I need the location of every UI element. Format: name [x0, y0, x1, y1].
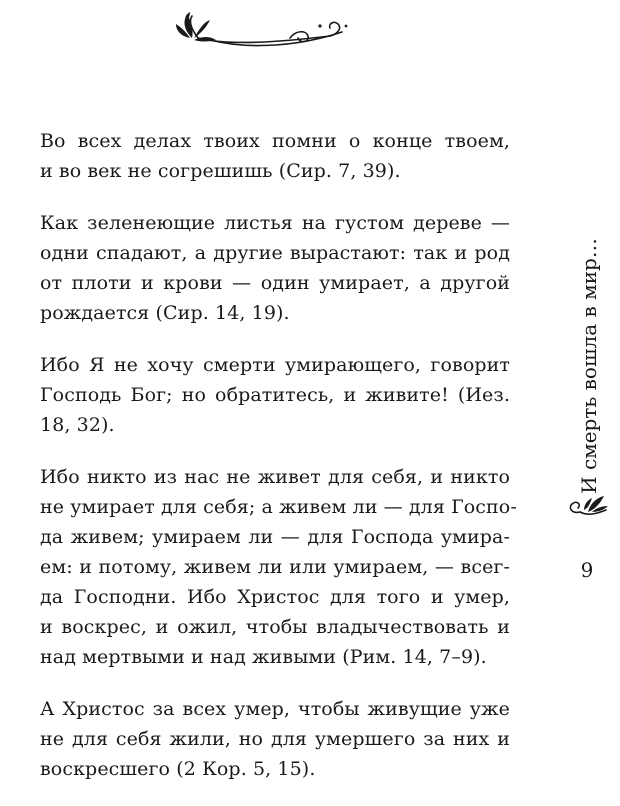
text-line: рождается (Сир. 14, 19).: [40, 302, 290, 324]
running-head: [574, 236, 604, 496]
text-line: Господь Бог; но обратитесь, и живите! (Иез.: [40, 384, 510, 406]
verse-paragraph-3: [40, 350, 510, 440]
text-line: Ибо никто из нас не живет для себя, и никто: [40, 466, 510, 488]
text-line: и во век не согрешишь (Сир. 7, 39).: [40, 160, 401, 182]
text-line: не умирает для себя; а живем ли — для Госпо-: [40, 496, 517, 518]
text-line: Как зеленеющие листья на густом дереве —: [40, 212, 510, 234]
text-line: от плоти и крови — один умирает, а другой: [40, 272, 510, 294]
text-line: ем: и потому, живем ли или умираем, — всег-: [40, 556, 510, 578]
verse-paragraph-1: [40, 126, 510, 186]
page-number: 9: [580, 558, 594, 582]
floral-divider-icon: [170, 12, 360, 48]
text-line: не для себя жили, но для умершего за них и: [40, 728, 510, 750]
text-line: и воскрес, и ожил, чтобы владычествовать и: [40, 616, 510, 638]
text-line: да живем; умираем ли — для Господа умира-: [40, 526, 510, 548]
verse-paragraph-5: [40, 694, 510, 784]
text-line: воскресшего (2 Кор. 5, 15).: [40, 758, 316, 780]
text-line: одни спадают, а другие вырастают: так и род: [40, 242, 510, 264]
text-line: Во всех делах твоих помни о конце твоем,: [40, 130, 510, 152]
text-line: Ибо Я не хочу смерти умирающего, говорит: [40, 354, 510, 376]
text-line: да Господни. Ибо Христос для того и умер,: [40, 586, 510, 608]
text-line: 18, 32).: [40, 414, 115, 436]
running-head-text: И смерть вошла в мир…: [577, 238, 601, 494]
text-line: над мертвыми и над живыми (Рим. 14, 7–9).: [40, 646, 487, 668]
verse-paragraph-4: [40, 462, 517, 672]
text-line: А Христос за всех умер, чтобы живущие уже: [40, 698, 510, 720]
main-text: [40, 126, 517, 806]
verse-paragraph-2: [40, 208, 510, 328]
floral-flourish-icon: [566, 494, 610, 522]
